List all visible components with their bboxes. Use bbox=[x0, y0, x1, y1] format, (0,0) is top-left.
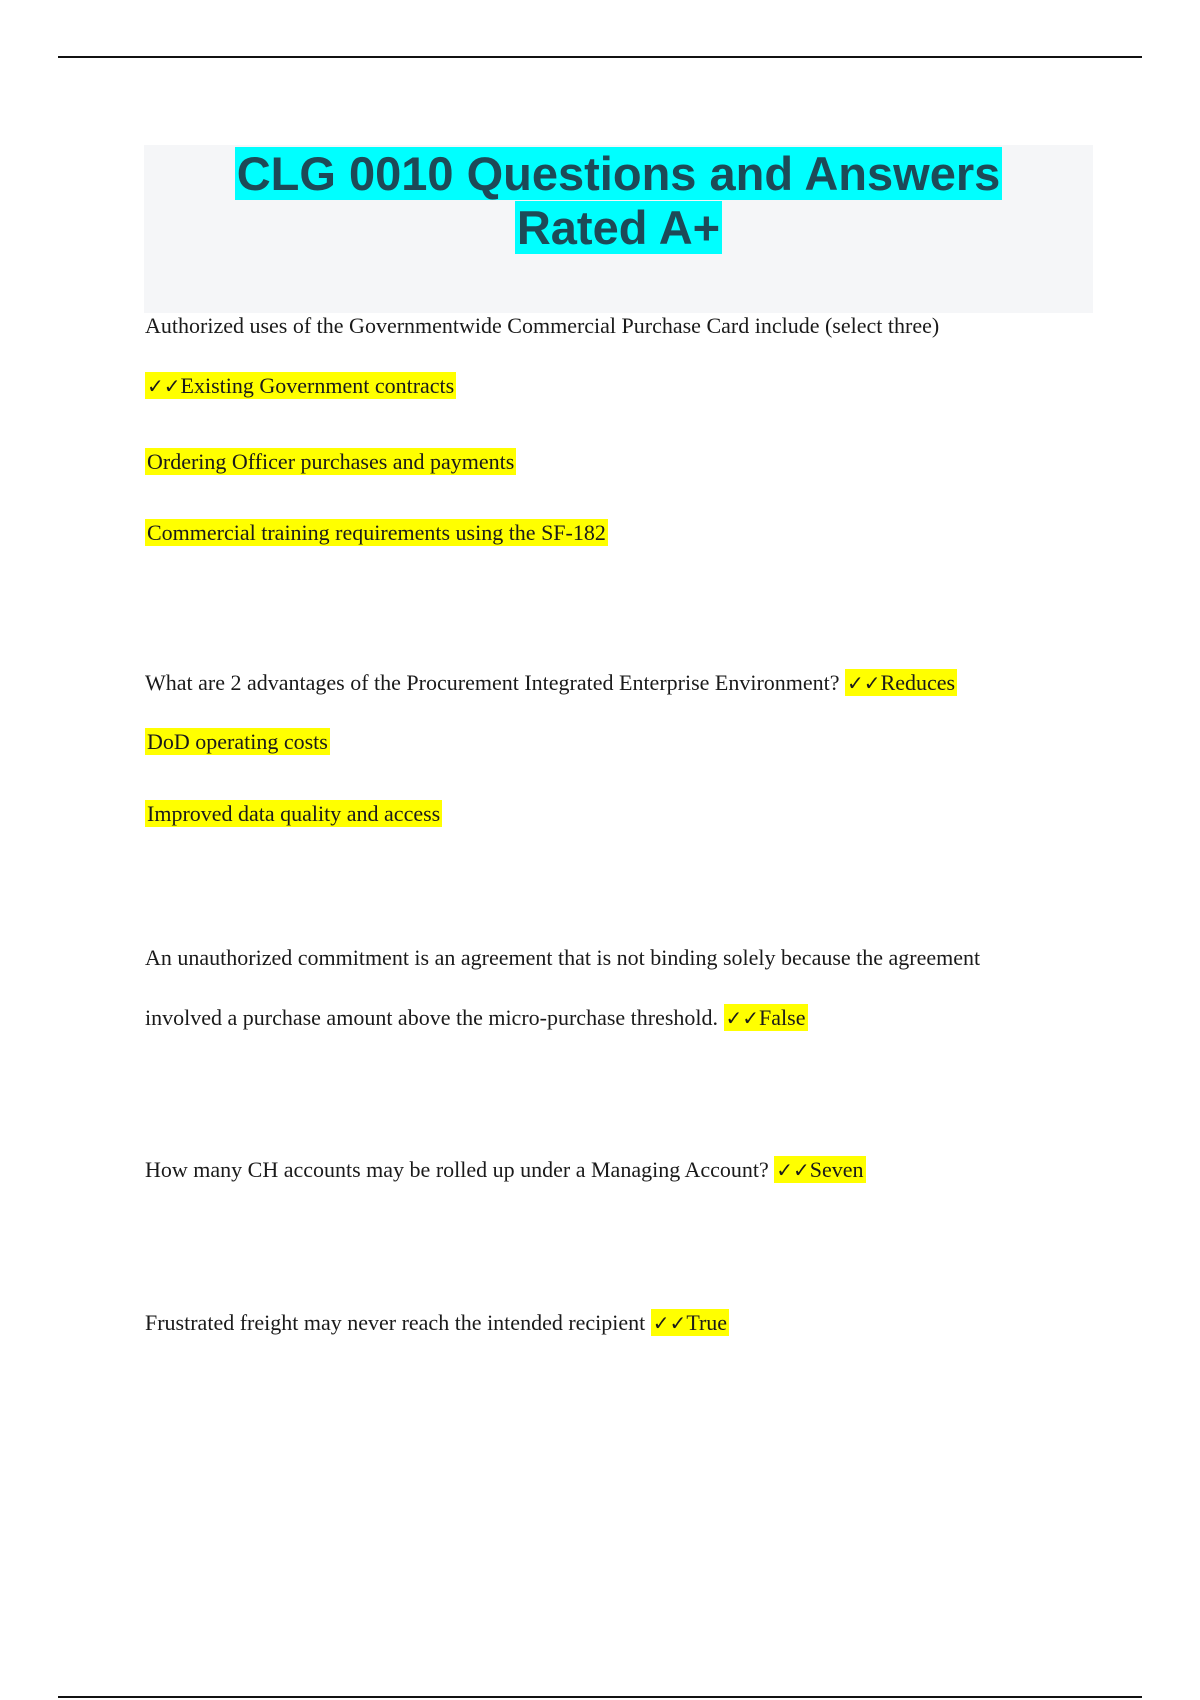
answer-1-3 bbox=[145, 518, 608, 548]
document-title bbox=[144, 147, 1093, 255]
question-5 bbox=[145, 1308, 729, 1338]
answer-3-highlight bbox=[724, 1004, 808, 1031]
answer-2-2 bbox=[145, 799, 442, 829]
question-3-text-2: involved a purchase amount above the micro-purchase threshold. bbox=[145, 1005, 719, 1030]
double-check-icon: ✓✓ bbox=[776, 1158, 810, 1182]
answer-2-inline-text: Reduces bbox=[880, 670, 956, 695]
question-5-text: Frustrated freight may never reach the intended recipient bbox=[145, 1310, 646, 1335]
answer-5-highlight bbox=[651, 1309, 729, 1336]
answer-2-1 bbox=[145, 727, 330, 757]
title-line-1: CLG 0010 Questions and Answers bbox=[236, 147, 1001, 200]
answer-2-inline-highlight bbox=[845, 669, 957, 696]
answer-1-2 bbox=[145, 447, 516, 477]
double-check-icon: ✓✓ bbox=[725, 1006, 760, 1030]
double-check-icon: ✓✓ bbox=[652, 1311, 687, 1335]
question-3-line-2 bbox=[145, 1003, 808, 1033]
question-4-text: How many CH accounts may be rolled up under a Managing Account? bbox=[145, 1157, 769, 1182]
answer-4-text: Seven bbox=[809, 1157, 864, 1182]
title-line-2: Rated A+ bbox=[516, 201, 721, 254]
question-1 bbox=[145, 311, 939, 341]
answer-1-1-text: Existing Government contracts bbox=[180, 373, 455, 398]
answer-1-1 bbox=[145, 371, 456, 401]
answer-1-3-text: Commercial training requirements using the SF-182 bbox=[147, 520, 606, 545]
double-check-icon: ✓✓ bbox=[847, 671, 881, 695]
question-4 bbox=[145, 1155, 866, 1185]
question-2-text: What are 2 advantages of the Procurement Integrated Enterprise Environment? bbox=[145, 670, 840, 695]
question-3-text-1: An unauthorized commitment is an agreement that is not binding solely because the agreement bbox=[145, 945, 981, 970]
answer-2-2-text: Improved data quality and access bbox=[147, 801, 441, 826]
double-check-icon: ✓✓ bbox=[147, 374, 181, 398]
answer-1-1-highlight bbox=[145, 372, 456, 399]
question-1-text: Authorized uses of the Governmentwide Commercial Purchase Card include (select three) bbox=[145, 313, 940, 338]
answer-2-1-text: DoD operating costs bbox=[147, 729, 328, 754]
answer-3-text: False bbox=[759, 1005, 806, 1030]
answer-1-2-text: Ordering Officer purchases and payments bbox=[147, 449, 515, 474]
question-2 bbox=[145, 668, 957, 698]
top-rule bbox=[58, 56, 1142, 58]
bottom-rule bbox=[58, 1696, 1142, 1698]
question-3-line-1 bbox=[145, 943, 980, 973]
answer-5-text: True bbox=[686, 1310, 728, 1335]
answer-4-highlight bbox=[774, 1156, 865, 1183]
